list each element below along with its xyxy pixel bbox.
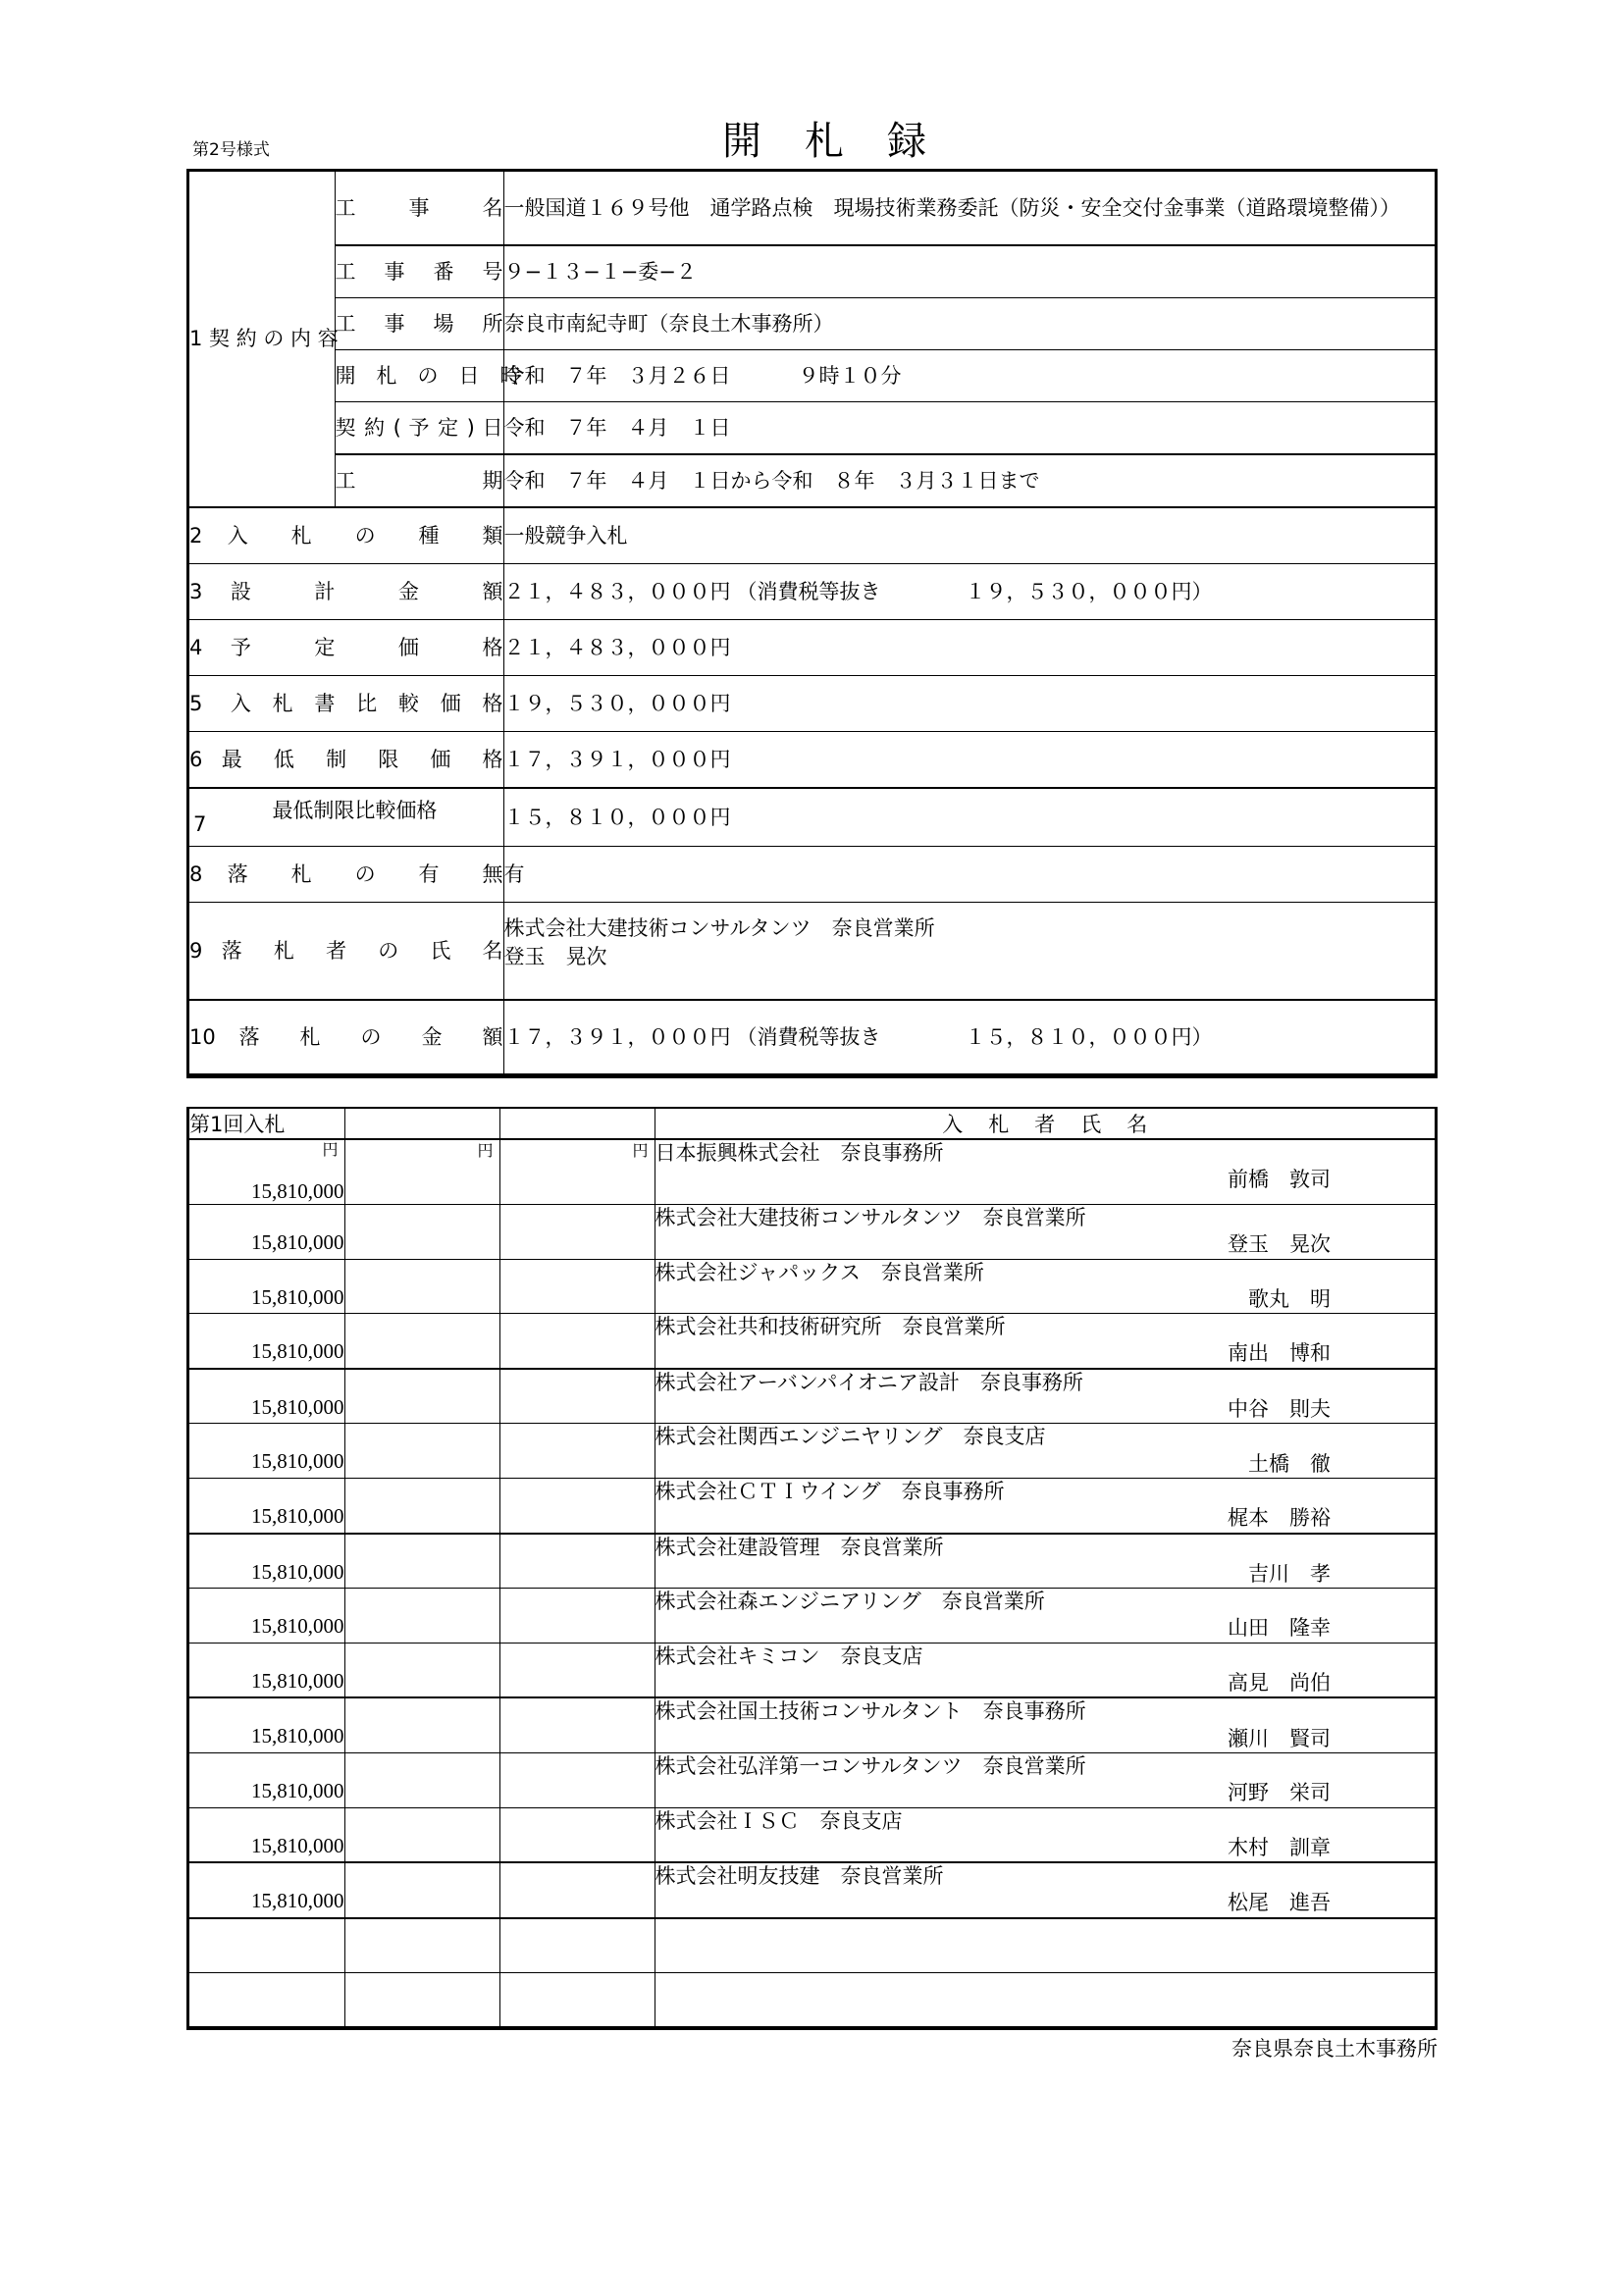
row-number-4: 4 [189,635,203,659]
bid-amount-cell-2 [344,1807,499,1862]
bidder-company: 株式会社ジャパックス 奈良営業所 [655,1260,984,1284]
bid-amount-cell [189,1139,344,1205]
table-row-bid-comparison-price [189,676,1435,732]
row-value-minimum-limit-price: １７，３９１，０００円 [503,732,1435,789]
bidder-name-cell [655,1314,1435,1369]
bidder-person: 前橋 敦司 [1228,1168,1331,1192]
bid-amount-cell-2 [344,1643,499,1697]
table-row-winner-name [189,903,1435,1001]
table-row [189,1643,1435,1697]
row-label-planned-price: 4 予 定 価 格 [189,620,503,676]
bid-amount-cell-3 [499,1752,655,1807]
row-value-winner-name [503,903,1435,1001]
bid-amount: 15,810,000 [251,1503,344,1528]
bid-amount-cell [189,1752,344,1807]
bidder-person: 歌丸 明 [1248,1286,1331,1311]
bidder-person: 松尾 進吾 [1228,1891,1331,1915]
row-value-work-name: 一般国道１６９号他 通学路点検 現場技術業務委託（防災・安全交付金事業（道路環境整備）） [503,172,1435,245]
table-row-work-place [189,298,1435,350]
table-row [189,1424,1435,1479]
bid-amount-cell-2 [344,1534,499,1589]
bidder-person: 梶本 勝裕 [1228,1506,1331,1531]
table-row-contract-date [189,402,1435,455]
bid-amount: 15,810,000 [251,1889,344,1913]
bid-amount-cell-3 [499,1589,655,1644]
bid-amount-cell-3 [499,1478,655,1533]
bidder-name-cell [655,1534,1435,1589]
row-label-award-amount: 10 落 札 の 金 額 [189,1000,503,1074]
bid-amount-cell-2 [344,1314,499,1369]
bid-amount-cell [189,1314,344,1369]
row-number-5: 5 [189,691,203,715]
table-row [189,1369,1435,1424]
bid-amount: 15,810,000 [251,1339,344,1364]
empty-cell [189,1918,344,1973]
yen-symbol: 円 [632,1141,649,1160]
table-row-work-number [189,245,1435,298]
bidder-person: 吉川 孝 [1248,1561,1331,1586]
row-label-period: 工 期 [335,454,503,507]
table-row [189,1314,1435,1369]
bidder-company: 株式会社キミコン 奈良支店 [655,1644,923,1668]
row-value-design-amount [503,564,1435,620]
bid-amount-cell-2 [344,1862,499,1918]
design-tax-note: （消費税等抜き [736,579,881,603]
table-row-planned-price [189,620,1435,676]
bidder-company: 株式会社国土技術コンサルタント 奈良事務所 [655,1699,1086,1724]
bidder-person: 高見 尚伯 [1228,1671,1331,1696]
bid-amount-cell-2 [344,1205,499,1260]
bid-amount-cell-3 [499,1424,655,1479]
row-label-work-place: 工 事 場 所 [335,298,503,350]
bidder-name-cell [655,1589,1435,1644]
award-tax-amount: １５，８１０，０００円） [965,1024,1213,1049]
table-row [189,1589,1435,1644]
bidder-name-cell [655,1807,1435,1862]
award-amount: １７，３９１，０００円 [503,1024,731,1049]
table-row-award-exists [189,847,1435,903]
bid-amount: 15,810,000 [251,1284,344,1309]
bid-amount-cell-3 [499,1697,655,1752]
bid-amount: 15,810,000 [251,1668,344,1693]
bid-amount-cell-2 [344,1139,499,1205]
design-tax-amount: １９，５３０，０００円） [965,579,1213,603]
empty-cell [655,1918,1435,1973]
bid-amount-cell [189,1697,344,1752]
table-row-empty [189,1918,1435,1973]
bidder-company: 株式会社関西エンジニヤリング 奈良支店 [655,1425,1046,1449]
bidder-rows-body [189,1139,1435,2026]
bid-amount: 15,810,000 [251,1778,344,1802]
row-number-3: 3 [189,579,203,603]
row-value-work-place: 奈良市南紀寺町（奈良土木事務所） [503,298,1435,350]
yen-symbol: 円 [322,1142,339,1159]
row-label-minimum-limit-price: 6 最 低 制 限 価 格 [189,732,503,789]
table-row [189,1478,1435,1533]
row-value-planned-price: ２１，４８３，０００円 [503,620,1435,676]
row-value-period: 令和 ７年 ４月 １日から令和 ８年 ３月３１日まで [503,454,1435,507]
bid-amount-cell-3 [499,1139,655,1205]
bid-amount-cell-3 [499,1369,655,1424]
bid-amount-cell-2 [344,1424,499,1479]
table-row-empty [189,1972,1435,2026]
bidder-company: 株式会社大建技術コンサルタンツ 奈良営業所 [655,1206,1086,1229]
bidder-name-cell [655,1862,1435,1918]
bid-amount-cell [189,1862,344,1918]
table-row-minimum-comparison-price [189,788,1435,847]
row-label-minimum-comparison-price: 7 最低制限比較価格 [189,788,503,847]
bid-amount: 15,810,000 [251,1833,344,1857]
contract-summary-table [186,169,1438,1078]
bidder-person: 山田 隆幸 [1228,1616,1331,1641]
table-row-minimum-limit-price [189,732,1435,789]
bid-amount-cell-3 [499,1643,655,1697]
bid-amount-cell [189,1534,344,1589]
empty-cell [344,1918,499,1973]
bidder-name-cell [655,1259,1435,1314]
row-label-award-exists: 8 落 札 の 有 無 [189,847,503,903]
row-label-opening-datetime: 開 札 の 日 時 [335,350,503,402]
bid-amount-cell-2 [344,1752,499,1807]
table-row-work-name [189,172,1435,245]
bid-amount-cell [189,1424,344,1479]
row-value-award-exists: 有 [503,847,1435,903]
table-row [189,1752,1435,1807]
bid-amount: 15,810,000 [251,1179,344,1203]
table-row-award-amount [189,1000,1435,1074]
table-row [189,1697,1435,1752]
bidder-company: 株式会社ＣＴＩウイング 奈良事務所 [655,1479,1005,1503]
bidder-person: 中谷 則夫 [1228,1397,1331,1422]
bid-amount-cell-3 [499,1259,655,1314]
bidder-list-table [186,1107,1438,2030]
bidder-name-cell [655,1478,1435,1533]
table-row-period [189,454,1435,507]
bid-amount-cell-2 [344,1369,499,1424]
bidder-name-cell [655,1697,1435,1752]
bid-amount: 15,810,000 [251,1394,344,1419]
bidder-name-cell [655,1752,1435,1807]
bid-amount-cell [189,1205,344,1260]
bid-amount: 15,810,000 [251,1614,344,1639]
table-row [189,1862,1435,1918]
empty-cell [344,1972,499,2026]
row-label-design-amount: 3 設 計 金 額 [189,564,503,620]
header-blank-1 [344,1109,499,1139]
bidder-company: 株式会社明友技建 奈良営業所 [655,1864,944,1889]
bid-amount: 15,810,000 [251,1449,344,1474]
bidder-name-cell [655,1643,1435,1697]
row-number-10: 10 [189,1024,216,1049]
empty-cell [499,1918,655,1973]
table-row-bid-type [189,507,1435,564]
row-value-award-amount [503,1000,1435,1074]
bid-amount-cell-3 [499,1205,655,1260]
bidder-person: 木村 訓章 [1228,1835,1331,1859]
bidder-person: 登玉 晃次 [1228,1232,1331,1257]
row-label-bid-comparison-price: 5 入札書比較価格 [189,676,503,732]
bidder-person: 河野 栄司 [1228,1781,1331,1805]
bidder-person: 土橋 徹 [1248,1451,1331,1476]
bid-amount-cell [189,1369,344,1424]
empty-cell [499,1972,655,2026]
issuing-office: 奈良県奈良土木事務所 [1231,2037,1438,2061]
bidder-company: 株式会社森エンジニアリング 奈良営業所 [655,1590,1045,1614]
bid-amount-cell [189,1807,344,1862]
row-value-minimum-comparison-price: １５，８１０，０００円 [503,788,1435,847]
row-number-2: 2 [189,523,203,548]
page-title: 開札録 [722,119,969,164]
bid-amount-cell-2 [344,1478,499,1533]
table-row [189,1259,1435,1314]
winner-company: 株式会社大建技術コンサルタンツ 奈良営業所 [503,916,935,940]
bid-amount-cell-2 [344,1589,499,1644]
table-row [189,1139,1435,1205]
form-number: 第2号様式 [192,140,270,160]
header-blank-2 [499,1109,655,1139]
bid-amount-cell-2 [344,1259,499,1314]
winner-person: 登玉 晃次 [503,944,607,968]
bid-amount-cell-3 [499,1534,655,1589]
yen-symbol: 円 [477,1141,494,1160]
table-row-design-amount [189,564,1435,620]
bidder-name-header: 入札者氏名 [655,1109,1435,1139]
bidder-person: 南出 博和 [1228,1341,1331,1366]
bidder-person: 瀬川 賢司 [1228,1726,1331,1750]
bidder-company: 株式会社アーバンパイオニア設計 奈良事務所 [655,1370,1083,1394]
bidder-company: 株式会社ＩＳＣ 奈良支店 [655,1808,903,1833]
row-number-6: 6 [189,747,203,771]
empty-cell [655,1972,1435,2026]
bid-amount-cell-3 [499,1807,655,1862]
bidder-table-header-row [189,1109,1435,1139]
row-value-opening-datetime [503,350,1435,402]
row-value-contract-date: 令和 ７年 ４月 １日 [503,402,1435,455]
row-value-bid-type: 一般競争入札 [503,507,1435,564]
bid-amount-cell-3 [499,1314,655,1369]
bidder-company: 株式会社建設管理 奈良営業所 [655,1535,944,1559]
bidder-name-cell [655,1205,1435,1260]
bid-amount-cell-3 [499,1862,655,1918]
bidder-company: 株式会社弘洋第一コンサルタンツ 奈良営業所 [655,1753,1086,1778]
opening-time: ９時１０分 [798,363,902,388]
empty-cell [189,1972,344,2026]
bid-amount: 15,810,000 [251,1230,344,1254]
award-tax-note: （消費税等抜き [736,1024,881,1049]
bidder-company: 株式会社共和技術研究所 奈良営業所 [655,1315,1006,1339]
row-label-work-name: 工 事 名 [335,172,503,245]
row-label-work-number: 工 事 番 号 [335,245,503,298]
table-row [189,1807,1435,1862]
bid-amount: 15,810,000 [251,1559,344,1584]
row-number-7: 7 [193,811,207,836]
table-row-opening-datetime [189,350,1435,402]
bidder-name-cell [655,1424,1435,1479]
bid-amount-cell [189,1478,344,1533]
opening-date: 令和 ７年 ３月２６日 [503,363,731,388]
design-amount: ２１，４８３，０００円 [503,579,731,603]
bidder-name-cell [655,1369,1435,1424]
table-row [189,1534,1435,1589]
bid-amount-cell-2 [344,1697,499,1752]
bid-amount-cell [189,1643,344,1697]
bidder-company: 日本振興株式会社 奈良事務所 [655,1141,944,1165]
row-number-8: 8 [189,861,203,886]
row-value-work-number: ９−１３−１−委−２ [503,245,1435,298]
round-label: 第1回入札 [189,1109,344,1139]
table-row [189,1205,1435,1260]
bidder-name-cell [655,1139,1435,1205]
bid-amount-cell [189,1259,344,1314]
section-label-contract: 1 契 約 の 内 容 [189,172,335,507]
row-label-contract-date: 契 約 ( 予 定 ) 日 [335,402,503,455]
row-value-bid-comparison-price: １９，５３０，０００円 [503,676,1435,732]
bid-amount-cell [189,1589,344,1644]
row-label-bid-type: 2 入 札 の 種 類 [189,507,503,564]
row-label-winner-name: 9 落 札 者 の 氏 名 [189,903,503,1001]
bid-amount: 15,810,000 [251,1724,344,1748]
row-number-9: 9 [189,938,203,963]
